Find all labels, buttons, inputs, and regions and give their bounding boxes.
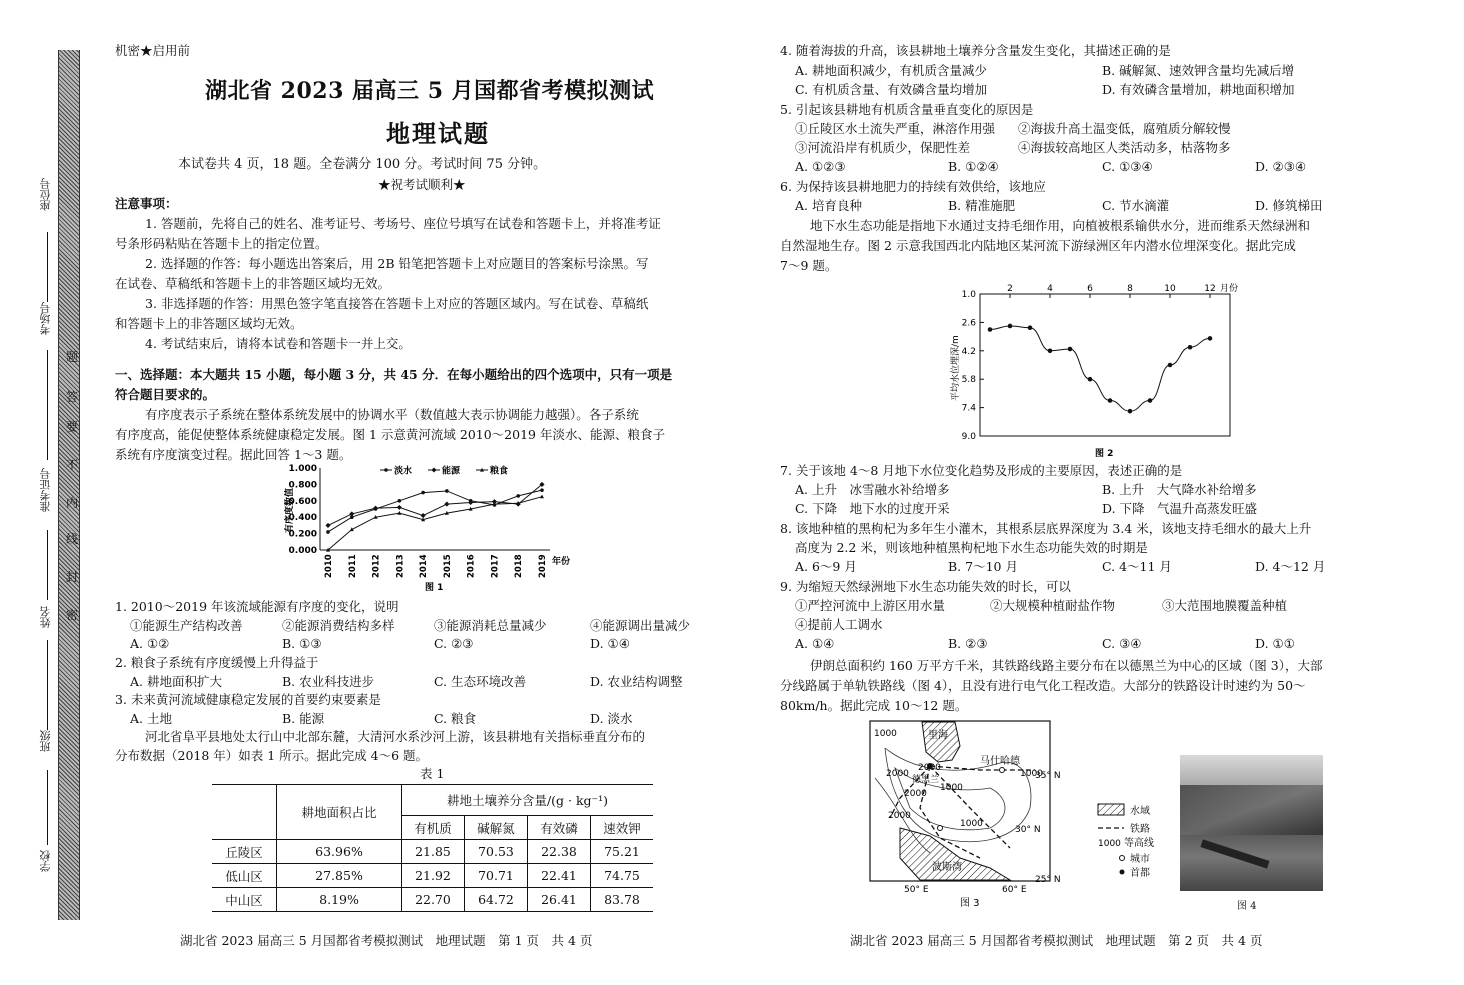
seal-char: 不 xyxy=(66,458,79,472)
y-tick-label: 2.6 xyxy=(961,318,976,329)
option: C. 有机质含量、有效磷含量均增加 xyxy=(795,82,988,97)
option: C. 下降 地下水的过度开采 xyxy=(795,501,950,516)
note-line: 在试卷、草稿纸和答题卡上的非答题区域均无效。 xyxy=(115,276,391,291)
seat-line xyxy=(47,232,48,302)
intro-line: 分布数据（2018 年）如表 1 所示。据此完成 4～6 题。 xyxy=(115,748,429,763)
y-axis-title: 平均水位埋深/m xyxy=(951,335,961,401)
question-stem: 2. 粮食子系统有序度缓慢上升得益于 xyxy=(115,655,319,670)
notes-heading: 注意事项： xyxy=(115,196,178,211)
option: A. ①② xyxy=(130,636,170,651)
contour-label: 2000 xyxy=(888,811,911,821)
option: B. 农业科技进步 xyxy=(282,674,375,689)
railway-photo xyxy=(1180,755,1323,891)
x-tick-label: 2019 xyxy=(538,554,548,578)
table-cell: 22.41 xyxy=(528,864,591,888)
x-tick-label: 2012 xyxy=(371,554,382,578)
chart-caption: 图 1 xyxy=(425,583,444,593)
statement: ②能源消费结构多样 xyxy=(282,618,395,633)
y-axis-title: 有序度数值 xyxy=(285,487,295,533)
option: D. 4～12 月 xyxy=(1255,559,1326,574)
option: A. 耕地面积扩大 xyxy=(130,674,222,689)
seal-char: 密 xyxy=(66,608,79,622)
note-line: 2. 选择题的作答：每小题选出答案后，用 2B 铅笔把答题卡上对应题目的答案标号涂黑。写 xyxy=(145,256,649,271)
x-tick-label: 2015 xyxy=(442,554,453,578)
footer-right: 湖北省 2023 届高三 5 月国都省考模拟测试 地理试题 第 2 页 共 4 页 xyxy=(850,933,1263,948)
table-cell: 63.96% xyxy=(277,840,402,864)
exam-title: 湖北省 2023 届高三 5 月国都省考模拟测试 xyxy=(205,78,655,104)
figure4-caption: 图 4 xyxy=(1237,901,1257,912)
table-cell: 75.21 xyxy=(591,840,654,864)
y-tick-label: 0.800 xyxy=(288,480,317,491)
question-stem: 1. 2010～2019 年该流域能源有序度的变化，说明 xyxy=(115,599,399,614)
exam-room-line xyxy=(47,350,48,460)
section-heading: 符合题目要求的。 xyxy=(115,387,216,402)
legend-label: 淡水 xyxy=(394,466,413,477)
table-row xyxy=(212,888,653,912)
series-line xyxy=(328,484,542,525)
data-point xyxy=(398,499,402,503)
x-tick-label: 2011 xyxy=(347,554,358,578)
option: B. 碱解氮、速效钾含量均先减后增 xyxy=(1102,63,1295,78)
option: B. ①③ xyxy=(282,636,322,651)
admit-label: 准考证号 xyxy=(39,468,52,512)
name-line xyxy=(47,640,48,730)
series-line xyxy=(990,326,1210,411)
option: C. 4～11 月 xyxy=(1102,559,1172,574)
option: C. ①③④ xyxy=(1102,159,1153,174)
figure3-map xyxy=(860,718,1160,908)
option: C. 粮食 xyxy=(434,711,477,726)
table-header: 耕地土壤养分含量/(g · kg⁻¹) xyxy=(402,785,654,816)
school-label: 学校 xyxy=(39,850,52,872)
data-point xyxy=(1148,398,1153,403)
option: D. ②③④ xyxy=(1255,159,1307,174)
intro-line: 有序度表示子系统在整体系统发展中的协调水平（数值越大表示协调能力越强）。各子系统 xyxy=(145,407,639,422)
y-tick-label: 0.600 xyxy=(288,496,317,507)
table-cell: 70.71 xyxy=(465,864,528,888)
option: C. 生态环境改善 xyxy=(434,674,527,689)
x-tick-label: 2017 xyxy=(490,554,501,578)
question-stem: 3. 未来黄河流域健康稳定发展的首要约束要素是 xyxy=(115,692,381,707)
figure3-caption: 图 3 xyxy=(960,898,980,908)
statement: ③能源消耗总量减少 xyxy=(434,618,547,633)
legend-marker xyxy=(384,468,388,472)
note-line: 4. 考试结束后，请将本试卷和答题卡一并上交。 xyxy=(145,336,411,351)
table-row xyxy=(212,864,653,888)
option: C. ③④ xyxy=(1102,636,1142,651)
question-stem: 高度为 2.2 米，则该地种植黑枸杞地下水生态功能失效的时期是 xyxy=(795,540,1148,555)
footer-left: 湖北省 2023 届高三 5 月国都省考模拟测试 地理试题 第 1 页 共 4 页 xyxy=(180,933,593,948)
train-shape xyxy=(1200,839,1269,868)
question-stem: 7. 关于该地 4～8 月地下水位变化趋势及形成的主要原因，表述正确的是 xyxy=(780,463,1183,478)
class-line xyxy=(47,770,48,845)
legend-label: 水域 xyxy=(1130,806,1150,817)
table-corner xyxy=(212,785,277,840)
x-tick-label: 2 xyxy=(1007,284,1013,294)
y-tick-label: 4.2 xyxy=(961,346,976,357)
data-point xyxy=(540,495,544,499)
intro-line: 7～9 题。 xyxy=(780,258,838,273)
option: B. 精准施肥 xyxy=(948,198,1016,213)
option: D. 下降 气温升高蒸发旺盛 xyxy=(1102,501,1258,516)
x-tick-label: 2018 xyxy=(514,554,525,578)
table-cell: 丘陵区 xyxy=(212,840,277,864)
data-point xyxy=(540,488,544,492)
intro-line: 地下水生态功能是指地下水通过支持毛细作用，向植被根系输供水分，进而维系天然绿洲和 xyxy=(810,218,1311,233)
seal-char: 内 xyxy=(66,496,79,510)
intro-line: 系统有序度演变过程。据此回答 1～3 题。 xyxy=(115,447,352,462)
seal-char: 答 xyxy=(66,390,79,404)
data-point xyxy=(1168,363,1173,368)
option: B. 7～10 月 xyxy=(948,559,1018,574)
data-point xyxy=(421,491,425,495)
intro-line: 80km/h。据此完成 10～12 题。 xyxy=(780,698,968,713)
x-tick-label: 2016 xyxy=(466,554,477,578)
option: D. 有效磷含量增加，耕地面积增加 xyxy=(1102,82,1295,97)
data-point xyxy=(349,511,354,516)
legend-label: 铁路 xyxy=(1130,824,1150,835)
table-row xyxy=(212,840,653,864)
name-label: 姓名 xyxy=(39,606,52,628)
data-point xyxy=(1028,325,1033,330)
question-stem: 8. 该地种植的黑枸杞为多年生小灌木，其根系层底界深度为 3.4 米，该地支持毛细水的最大上升 xyxy=(780,521,1312,536)
contour-label: 1000 xyxy=(874,729,897,739)
table-cell: 74.75 xyxy=(591,864,654,888)
option: D. 农业结构调整 xyxy=(590,674,683,689)
table-cell: 22.38 xyxy=(528,840,591,864)
table-cell: 22.70 xyxy=(402,888,465,912)
intro-line: 分线路属于单轨铁路线（图 4），且没有进行电气化工程改造。大部分的铁路设计时速约为 50～ xyxy=(780,678,1306,693)
mountain-shape xyxy=(1180,785,1323,835)
x-tick-label: 8 xyxy=(1127,284,1133,294)
data-point xyxy=(516,494,520,498)
legend-label: 粮食 xyxy=(490,466,509,477)
legend-city-swatch xyxy=(1120,856,1125,861)
table-header: 碱解氮 xyxy=(465,816,528,840)
city-marker xyxy=(938,826,943,831)
statement: ②大规模种植耐盐作物 xyxy=(990,598,1116,613)
data-point xyxy=(325,523,330,528)
statement: ④海拔较高地区人类活动多，枯落物多 xyxy=(1018,140,1231,155)
statement: ①能源生产结构改善 xyxy=(130,618,243,633)
legend-label: 能源 xyxy=(442,466,461,477)
contour-label: 1000 xyxy=(940,783,963,793)
question-stem: 9. 为缩短天然绿洲地下水生态功能失效的时长，可以 xyxy=(780,579,1071,594)
contour-label: 2000 xyxy=(904,789,927,799)
data-point xyxy=(326,530,330,534)
option: A. 上升 冰雪融水补给增多 xyxy=(795,482,950,497)
data-point xyxy=(1188,345,1193,350)
binding-strip xyxy=(58,50,80,920)
data-point xyxy=(397,505,402,510)
note-line: 3. 非选择题的作答：用黑色签字笔直接答在答题卡上对应的答题区域内。写在试卷、草稿纸 xyxy=(145,296,649,311)
statement: ④能源调出量减少 xyxy=(590,618,691,633)
x-tick-label: 2010 xyxy=(324,554,334,578)
x-axis-title: 年份 xyxy=(552,557,571,567)
figure2-chart xyxy=(950,280,1250,460)
option: D. ①④ xyxy=(590,636,630,651)
data-point xyxy=(397,511,401,515)
legend-contour-val: 1000 xyxy=(1098,839,1121,849)
data-point xyxy=(445,489,449,493)
statement: ①丘陵区水土流失严重，淋溶作用强 xyxy=(795,121,996,136)
y-tick-label: 0.200 xyxy=(288,529,317,540)
x-tick-label: 12 xyxy=(1204,284,1216,294)
legend-label: 等高线 xyxy=(1124,838,1154,849)
data-point xyxy=(421,513,426,518)
section-heading: 一、选择题：本大题共 15 小题，每小题 3 分，共 45 分．在每小题给出的四个选项中，只有一项是 xyxy=(115,367,673,382)
x-tick-label: 2013 xyxy=(395,554,406,578)
option: A. 6～9 月 xyxy=(795,559,857,574)
table-cell: 26.41 xyxy=(528,888,591,912)
option: B. ①②④ xyxy=(948,159,999,174)
legend-label: 城市 xyxy=(1130,854,1150,865)
table-cell: 低山区 xyxy=(212,864,277,888)
option: D. 修筑梯田 xyxy=(1255,198,1323,213)
exam-room-label: 考场号 xyxy=(39,302,52,335)
chart-caption: 图 2 xyxy=(1095,449,1114,459)
lon-label: 50° E xyxy=(904,885,929,895)
lon-label: 60° E xyxy=(1002,885,1027,895)
map-label: 波斯湾 xyxy=(932,862,962,873)
y-tick-label: 7.4 xyxy=(961,403,976,414)
table-cell: 21.92 xyxy=(402,864,465,888)
table-header: 有效磷 xyxy=(528,816,591,840)
data-point xyxy=(444,502,449,507)
y-tick-label: 1.0 xyxy=(961,290,976,300)
table-header: 有机质 xyxy=(402,816,465,840)
data-point xyxy=(1208,336,1213,341)
data-point xyxy=(1068,347,1073,352)
table-cell: 27.85% xyxy=(277,864,402,888)
x-tick-label: 4 xyxy=(1047,284,1053,294)
y-tick-label: 0.400 xyxy=(288,513,317,524)
y-tick-label: 1.000 xyxy=(288,464,317,474)
note-line: 1. 答题前，先将自己的姓名、准考证号、考场号、座位号填写在试卷和答题卡上，并将准考证 xyxy=(145,216,661,231)
plot-frame xyxy=(980,294,1230,436)
subject-title: 地理试题 xyxy=(386,119,490,148)
statement: ①严控河流中上游区用水量 xyxy=(795,598,946,613)
legend-water-swatch xyxy=(1098,804,1124,815)
table-cell: 21.85 xyxy=(402,840,465,864)
option: B. ②③ xyxy=(948,636,988,651)
series-line xyxy=(328,497,542,550)
table-cell: 8.19% xyxy=(277,888,402,912)
legend-label: 首都 xyxy=(1130,868,1150,879)
contour-label: 1000 xyxy=(1020,769,1043,779)
intro-line: 自然湿地生存。图 2 示意我国西北内陆地区某河流下游绿洲区年内潜水位埋深变化。据此完成 xyxy=(780,238,1296,253)
x-tick-label: 6 xyxy=(1087,284,1093,294)
contour-label: 1000 xyxy=(960,819,983,829)
intro-line: 有序度高，能促使整体系统健康稳定发展。图 1 示意黄河流域 2010～2019 年淡水、能源、粮食子 xyxy=(115,427,665,442)
statement: ③大范围地膜覆盖种植 xyxy=(1162,598,1288,613)
question-stem: 5. 引起该县耕地有机质含量垂直变化的原因是 xyxy=(780,102,1034,117)
table1 xyxy=(212,784,653,912)
map-label: 德黑兰 xyxy=(912,775,940,785)
option: A. 土地 xyxy=(130,711,172,726)
map-label: 马什哈德 xyxy=(980,756,1020,767)
table-cell: 中山区 xyxy=(212,888,277,912)
seat-label: 座位号 xyxy=(39,178,52,211)
data-point xyxy=(988,327,993,332)
legend-marker xyxy=(431,467,436,472)
contour-label: 2000 xyxy=(918,763,941,773)
x-axis-title: 月份 xyxy=(1220,284,1239,294)
question-stem: 6. 为保持该县耕地肥力的持续有效供给，该地应 xyxy=(780,179,1046,194)
map-label: 里海 xyxy=(928,730,948,741)
city-marker xyxy=(1000,768,1005,773)
note-line: 和答题卡上的非答题区域均无效。 xyxy=(115,316,303,331)
data-point xyxy=(1008,324,1013,329)
figure1-chart xyxy=(280,460,600,595)
lat-label: 35° N xyxy=(1035,771,1061,781)
data-point xyxy=(1128,409,1133,414)
seal-char: 封 xyxy=(66,570,79,584)
data-point xyxy=(1048,349,1053,354)
intro-line: 河北省阜平县地处太行山中北部东麓，大清河水系沙河上游，该县耕地有关指标垂直分布的 xyxy=(145,729,646,744)
y-tick-label: 9.0 xyxy=(961,432,976,442)
option: D. ①① xyxy=(1255,636,1295,651)
admit-line xyxy=(47,530,48,600)
table-cell: 83.78 xyxy=(591,888,654,912)
option: A. 耕地面积减少，有机质含量减少 xyxy=(795,63,987,78)
table-header: 耕地面积占比 xyxy=(277,785,402,840)
option: B. 能源 xyxy=(282,711,325,726)
lat-label: 25° N xyxy=(1035,875,1061,885)
option: C. ②③ xyxy=(434,636,474,651)
exam-info: 本试卷共 4 页，18 题。全卷满分 100 分。考试时间 75 分钟。 xyxy=(178,157,547,172)
class-label: 班级 xyxy=(39,730,52,752)
intro-line: 伊朗总面积约 160 万平方千米，其铁路线路主要分布在以德黑兰为中心的区域（图 3），大部 xyxy=(810,658,1323,673)
statement: ③河流沿岸有机质少，保肥性差 xyxy=(795,140,971,155)
legend-capital-swatch xyxy=(1120,870,1125,875)
lat-label: 30° N xyxy=(1015,825,1041,835)
x-tick-label: 2014 xyxy=(419,554,430,578)
secret-label: 机密★启用前 xyxy=(115,43,191,58)
y-tick-label: 0.000 xyxy=(288,546,317,556)
option: A. 培育良种 xyxy=(795,198,862,213)
statement: ④提前人工调水 xyxy=(795,617,883,632)
option: A. ①②③ xyxy=(795,159,846,174)
option: C. 节水滴灌 xyxy=(1102,198,1170,213)
seal-char: 要 xyxy=(66,420,79,434)
table-cell: 64.72 xyxy=(465,888,528,912)
data-point xyxy=(1108,398,1113,403)
seal-char: 题 xyxy=(66,350,79,364)
y-tick-label: 5.8 xyxy=(961,375,976,386)
question-stem: 4. 随着海拔的升高，该县耕地土壤养分含量发生变化，其描述正确的是 xyxy=(780,43,1171,58)
wish-text: ★祝考试顺利★ xyxy=(378,177,466,192)
option: D. 淡水 xyxy=(590,711,633,726)
table-cell: 70.53 xyxy=(465,840,528,864)
data-point xyxy=(1088,377,1093,382)
x-tick-label: 10 xyxy=(1164,284,1176,294)
seal-char: 线 xyxy=(66,532,79,546)
option: A. ①④ xyxy=(795,636,835,651)
table-header: 速效钾 xyxy=(591,816,654,840)
statement: ②海拔升高土温变低，腐殖质分解较慢 xyxy=(1018,121,1231,136)
contour-label: 2000 xyxy=(886,769,909,779)
table-title: 表 1 xyxy=(420,766,445,781)
option: B. 上升 大气降水补给增多 xyxy=(1102,482,1257,497)
note-line: 号条形码粘贴在答题卡上的指定位置。 xyxy=(115,236,328,251)
